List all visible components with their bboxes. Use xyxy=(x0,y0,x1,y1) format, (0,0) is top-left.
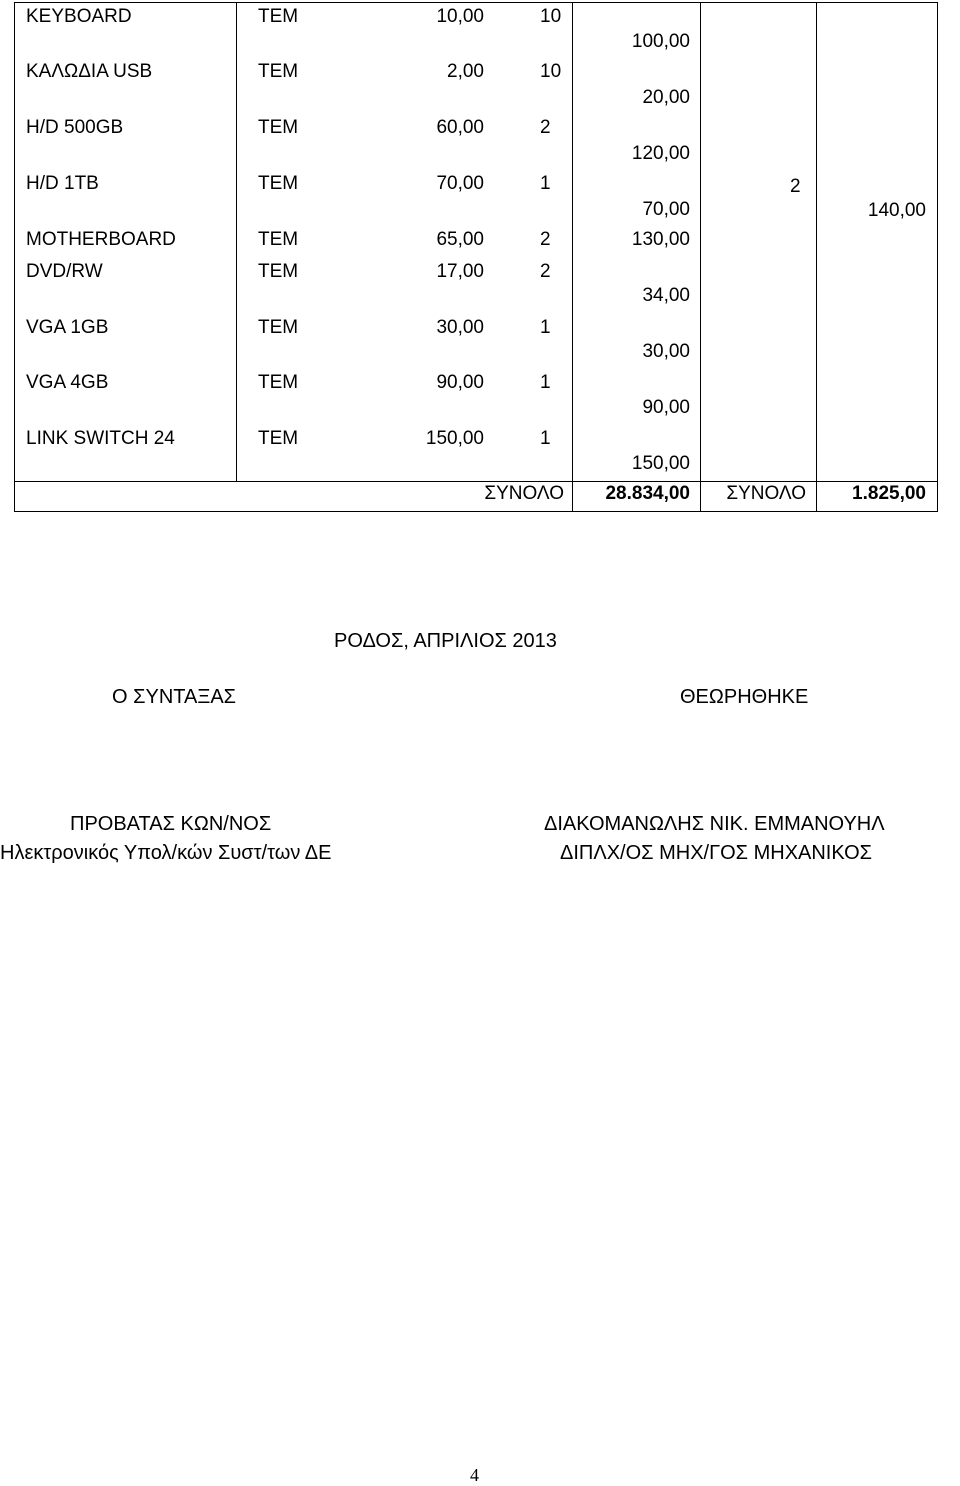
item-quantity: 2 xyxy=(540,117,551,138)
item-unit: TEM xyxy=(258,317,299,338)
total-value-2: 1.825,00 xyxy=(852,483,926,504)
total-label-2: ΣΥΝΟΛΟ xyxy=(726,483,806,504)
item-name: LINK SWITCH 24 xyxy=(26,428,175,449)
item-quantity: 2 xyxy=(540,229,551,250)
item-name: MOTHERBOARD xyxy=(26,229,176,250)
total-label-1: ΣΥΝΟΛΟ xyxy=(484,483,564,504)
group-quantity: 2 xyxy=(790,176,801,197)
col-divider xyxy=(572,2,573,512)
item-name: H/D 1TB xyxy=(26,173,99,194)
item-unit: TEM xyxy=(258,428,299,449)
item-unit: TEM xyxy=(258,61,299,82)
total-value-1: 28.834,00 xyxy=(605,483,690,504)
reviewer-name: ΔΙΑΚΟΜΑΝΩΛΗΣ ΝΙΚ. ΕΜΜΑΝΟΥΗΛ xyxy=(544,813,885,835)
item-total: 120,00 xyxy=(631,143,690,164)
item-unit: TEM xyxy=(258,6,299,27)
item-unit: TEM xyxy=(258,173,299,194)
item-total: 70,00 xyxy=(642,199,690,220)
col-divider xyxy=(700,2,701,512)
author-name: ΠΡΟΒΑΤΑΣ ΚΩΝ/ΝΟΣ xyxy=(70,813,272,835)
item-total: 20,00 xyxy=(642,87,690,108)
item-unit: TEM xyxy=(258,229,299,250)
item-quantity: 2 xyxy=(540,261,551,282)
item-price: 17,00 xyxy=(436,261,484,282)
item-price: 2,00 xyxy=(447,61,484,82)
item-unit: TEM xyxy=(258,261,299,282)
col-divider xyxy=(816,2,817,512)
item-price: 150,00 xyxy=(425,428,484,449)
item-quantity: 1 xyxy=(540,173,551,194)
item-name: VGA 1GB xyxy=(26,317,109,338)
item-total: 90,00 xyxy=(642,397,690,418)
item-price: 60,00 xyxy=(436,117,484,138)
reviewed-label: ΘΕΩΡΗΘΗΚΕ xyxy=(680,686,809,708)
item-name: ΚΑΛΩΔΙΑ USB xyxy=(26,61,153,82)
item-name: H/D 500GB xyxy=(26,117,124,138)
item-total: 34,00 xyxy=(642,285,690,306)
item-quantity: 10 xyxy=(540,61,562,82)
item-price: 65,00 xyxy=(436,229,484,250)
item-quantity: 1 xyxy=(540,372,551,393)
item-total: 150,00 xyxy=(631,453,690,474)
item-total: 30,00 xyxy=(642,341,690,362)
item-unit: TEM xyxy=(258,372,299,393)
item-unit: TEM xyxy=(258,117,299,138)
item-quantity: 1 xyxy=(540,317,551,338)
item-price: 10,00 xyxy=(436,6,484,27)
col-divider xyxy=(236,2,237,481)
item-total: 100,00 xyxy=(631,31,690,52)
item-name: VGA 4GB xyxy=(26,372,109,393)
author-title: Ηλεκτρονικός Υπολ/κών Συστ/των ΔΕ xyxy=(0,842,332,864)
item-quantity: 10 xyxy=(540,6,562,27)
reviewer-title: ΔΙΠΛΧ/ΟΣ ΜΗΧ/ΓΟΣ ΜΗΧΑΝΙΚΟΣ xyxy=(560,842,873,864)
item-name: KEYBOARD xyxy=(26,6,132,27)
totals-divider xyxy=(14,481,938,482)
item-quantity: 1 xyxy=(540,428,551,449)
item-price: 70,00 xyxy=(436,173,484,194)
item-name: DVD/RW xyxy=(26,261,103,282)
item-price: 30,00 xyxy=(436,317,484,338)
page-number: 4 xyxy=(470,1465,479,1485)
author-label: Ο ΣΥΝΤΑΞΑΣ xyxy=(112,686,237,708)
item-total: 130,00 xyxy=(631,229,690,250)
group-total: 140,00 xyxy=(867,200,926,221)
item-price: 90,00 xyxy=(436,372,484,393)
place-date: ΡΟΔΟΣ, ΑΠΡΙΛΙΟΣ 2013 xyxy=(334,630,557,652)
